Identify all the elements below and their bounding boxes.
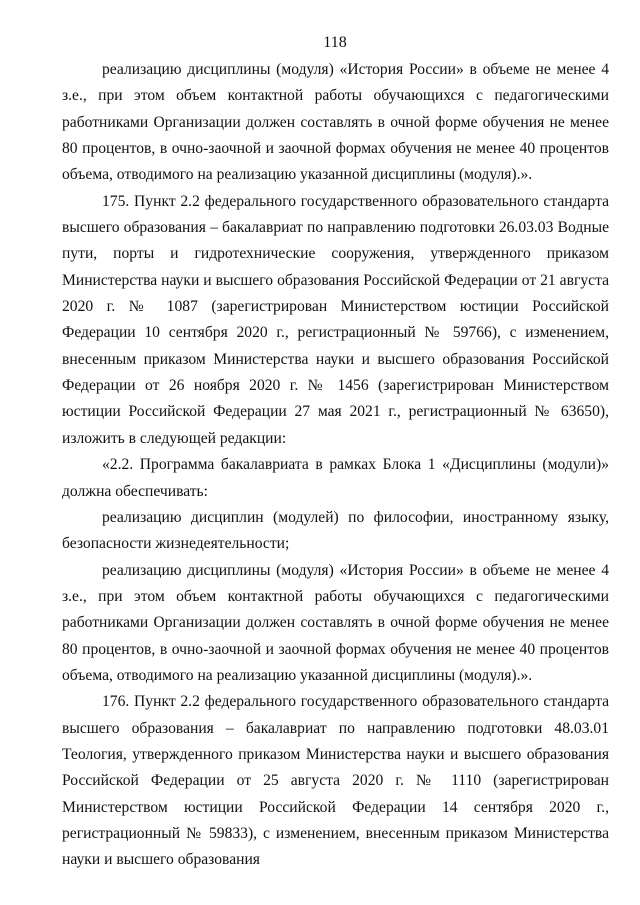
paragraph-disciplines: реализацию дисциплин (модулей) по философии, иностранному языку, безопасности жизнедеятельности; — [62, 508, 609, 553]
paragraph-continuation-history: реализацию дисциплины (модуля) «История России» в объеме не менее 4 з.е., при этом объем контактной работы обучающихся с педагогическими работниками Организации должен составлять в очной форме обучения не менее 80 процентов, в очно-заочной и заочной формах обучения не менее 40 процентов объема, отводимого на реализацию указанной дисциплины (модуля).». — [62, 61, 609, 184]
page-number: 118 — [323, 34, 347, 51]
paragraph-item-175: 175. Пункт 2.2 федерального государственного образовательного стандарта высшего образования – бакалавриат по направлению подготовки 26.03.03 Водные пути, порты и гидротехнические сооружения, утвержденного приказом Министерства науки и высшего образования Российской Федерации от 21 августа 2020 г. № 1087 (зарегистрирован Министерством юстиции Российской Федерации 10 сентября 2020 г., регистрационный № 59766), с изменением, внесенным приказом Министерства науки и высшего образования Российской Федерации от 26 ноября 2020 г. № 1456 (зарегистрирован Министерством юстиции Российской Федерации 27 мая 2021 г., регистрационный № 63650), изложить в следующей редакции: — [62, 192, 609, 447]
paragraph-history-russia: реализацию дисциплины (модуля) «История России» в объеме не менее 4 з.е., при этом объем контактной работы обучающихся с педагогическими работниками Организации должен составлять в очной форме обучения не менее 80 процентов, в очно-заочной и заочной формах обучения не менее 40 процентов объема, отводимого на реализацию указанной дисциплины (модуля).». — [62, 561, 609, 684]
paragraph-quote-2-2: «2.2. Программа бакалавриата в рамках Блока 1 «Дисциплины (модули)» должна обеспечивать: — [62, 456, 609, 500]
page-body — [62, 57, 609, 874]
paragraph-item-176: 176. Пункт 2.2 федерального государственного образовательного стандарта высшего образования – бакалавриат по направлению подготовки 48.03.01 Теология, утвержденного приказом Министерства науки и высшего образования Российской Федерации от 25 августа 2020 г. № 1110 (зарегистрирован Министерством юстиции Российской Федерации 14 сентября 2020 г., регистрационный № 59833), с изменением, внесенным приказом Министерства науки и высшего образования — [62, 693, 609, 869]
